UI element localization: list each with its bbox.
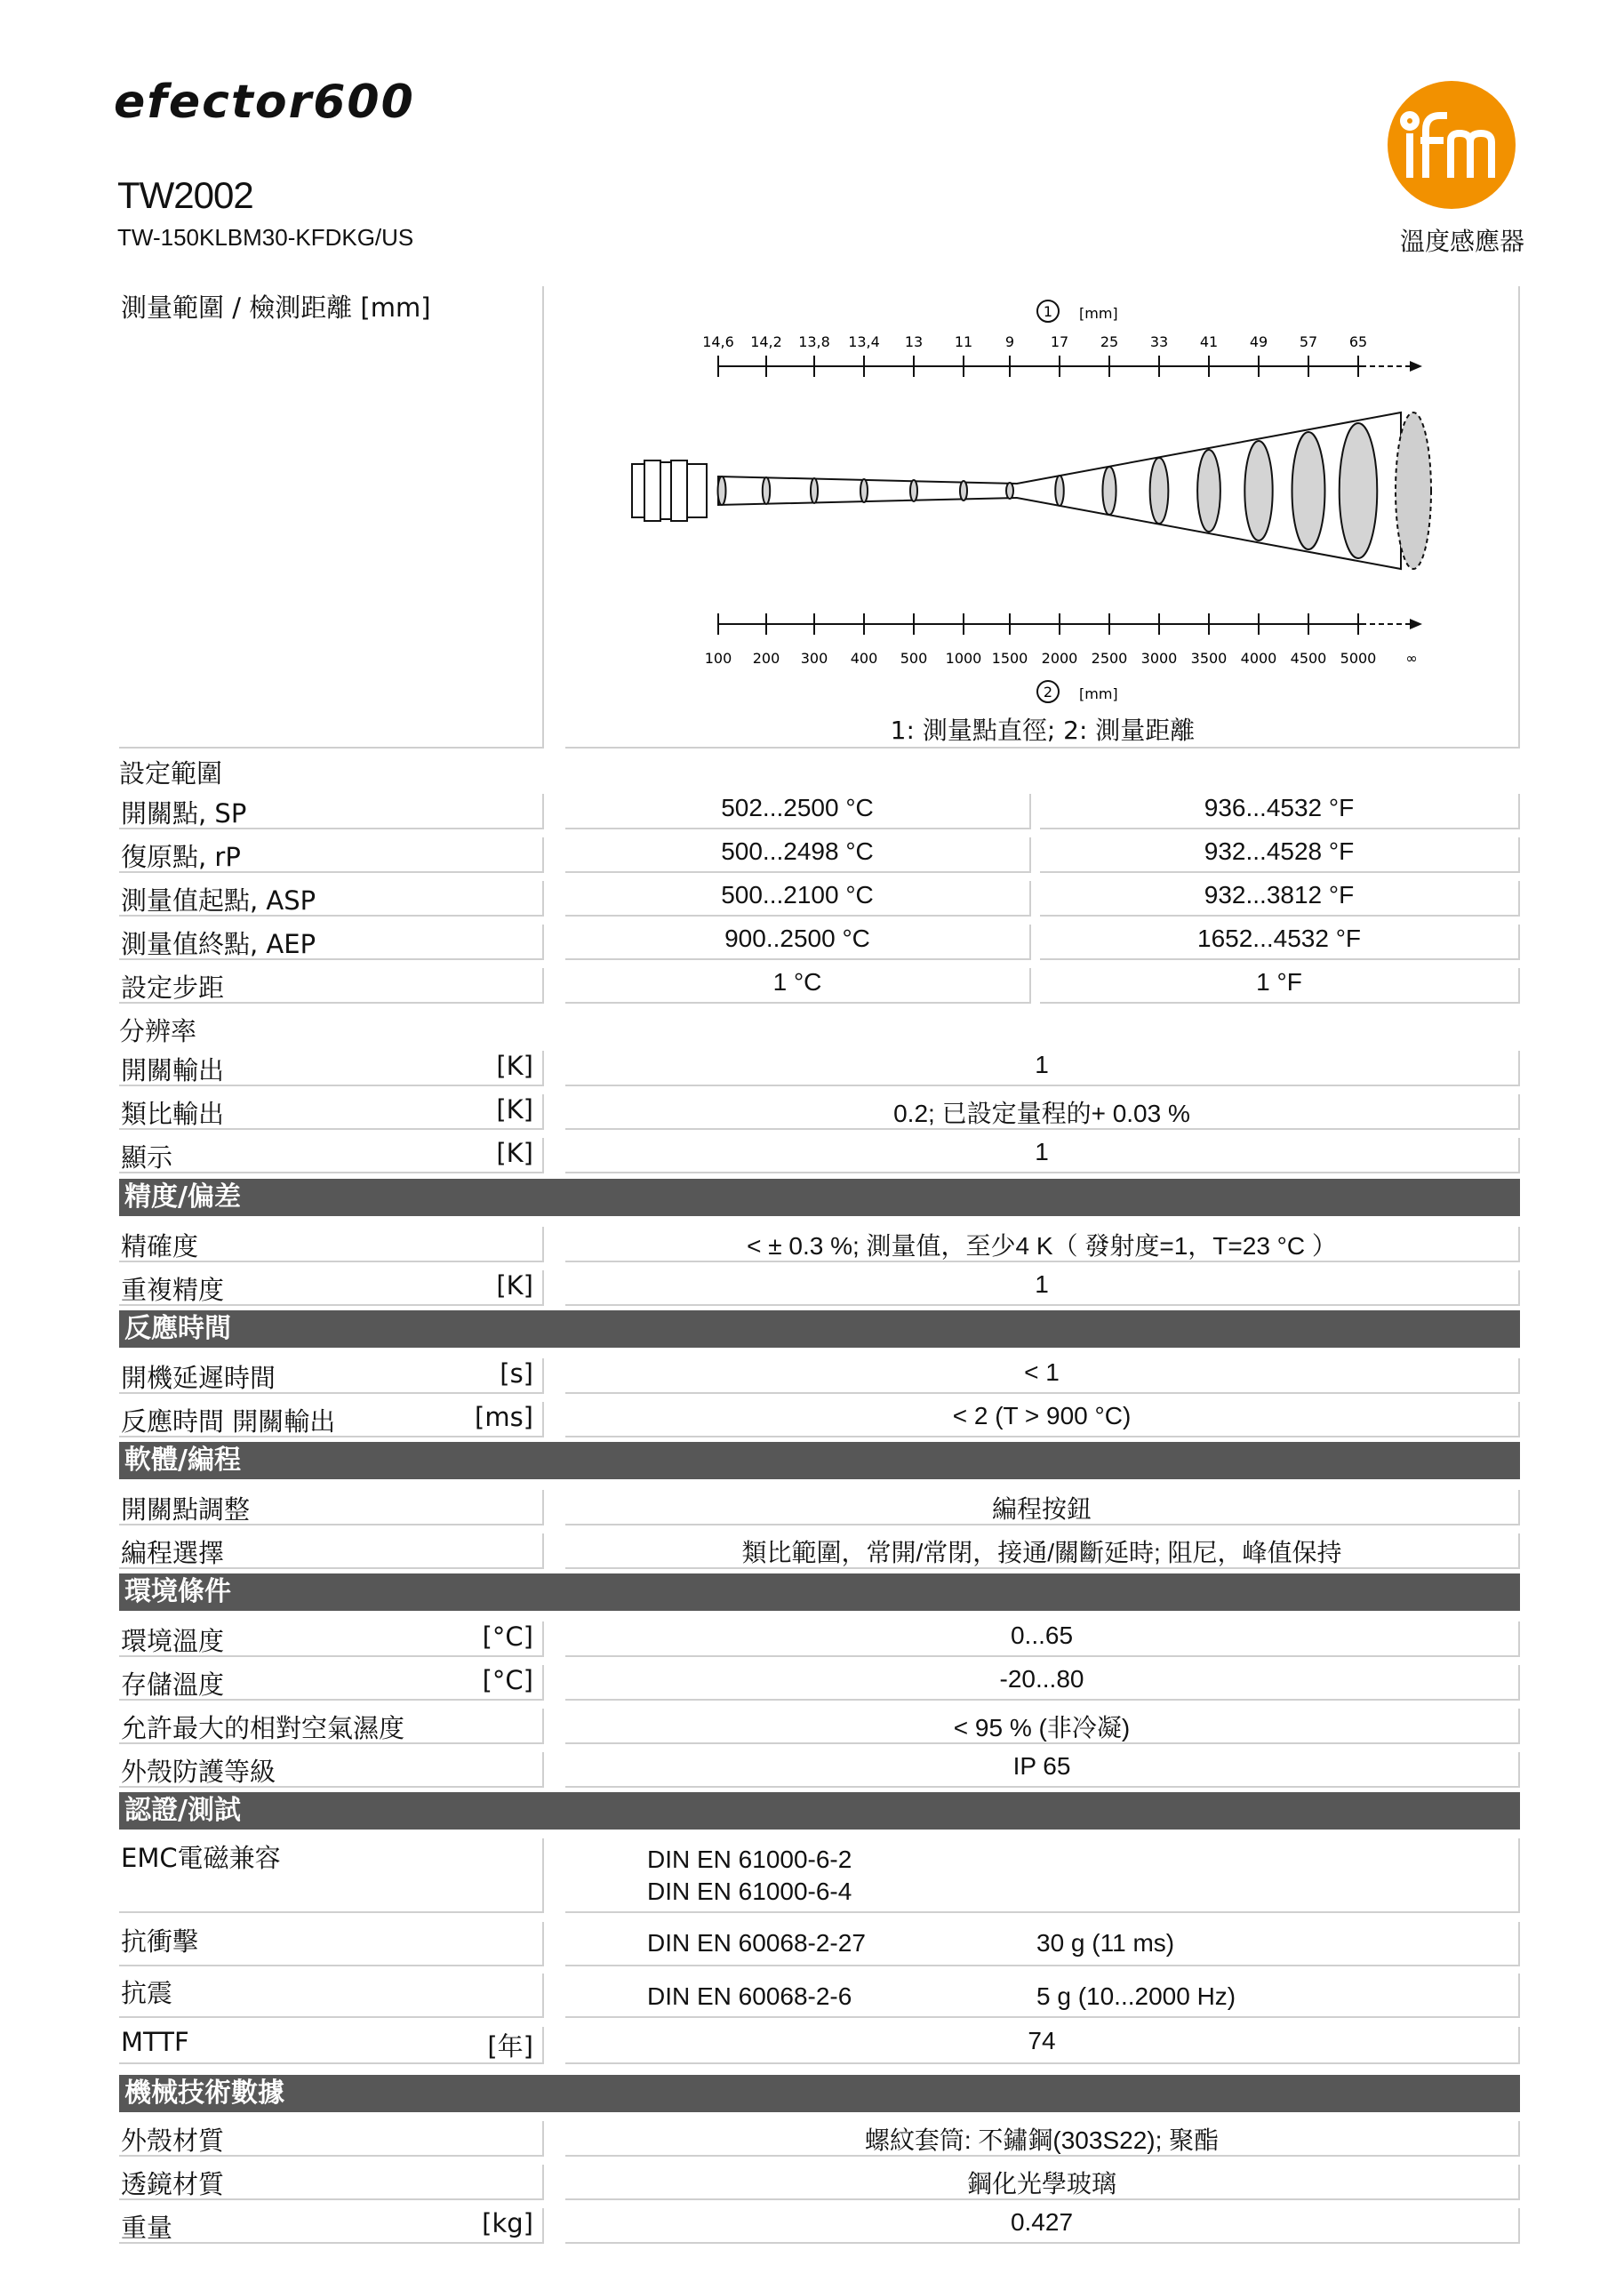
spot-ellipse [1244,441,1272,540]
section-software: 軟體/編程 [119,1442,1520,1479]
resolution-row-2-value: 1 [565,1138,1520,1173]
mttf-label: MTTF [年] [119,2027,544,2064]
software-row-1-label: 編程選擇 [119,1533,544,1569]
setting-row-3-fahrenheit: 1652...4532 °F [1040,925,1520,960]
spot-diameter-label: 33 [1149,333,1169,350]
spot-diameter-label: 25 [1100,333,1119,350]
section-environment: 環境條件 [119,1573,1520,1611]
spot-ellipse [1150,458,1169,524]
mechanical-row-2-label: 重量 [kg] [119,2208,544,2244]
sensor-body-icon [632,460,707,521]
unit-bottom: [mm] [1079,685,1118,702]
mttf-unit: [年] [487,2031,533,2062]
distance-label: 3500 [1190,650,1228,667]
environment-row-2-value: < 95 % (非冷凝) [565,1709,1520,1744]
setting-row-2-celsius: 500...2100 °C [565,881,1031,917]
spot-ellipse [860,479,868,502]
accuracy-row-0-label: 精確度 [119,1227,544,1262]
spot-diameter-label: 13,4 [848,333,880,350]
spot-diameter-label: 65 [1348,333,1368,350]
response-row-0-value: < 1 [565,1358,1520,1394]
diagram-caption: 1: 測量點直徑; 2: 測量距離 [890,716,1196,745]
setting-row-1-label: 復原點, rP [119,837,544,873]
spot-diameter-label: 13,8 [798,333,830,350]
resolution-row-2-label: 顯示 [K] [119,1138,544,1173]
product-code: TW2002 [117,174,253,216]
environment-row-0-unit: [°C] [482,1621,533,1652]
setting-range-title: 設定範圍 [119,758,223,789]
resolution-row-0-label: 開關輸出 [K] [119,1051,544,1086]
range-diagram-label-cell [119,286,544,749]
resolution-row-1-unit: [K] [496,1094,533,1125]
spot-ellipse [811,478,818,503]
unit-top: [mm] [1079,305,1118,322]
mechanical-row-2-unit: [kg] [482,2208,533,2238]
product-type: 溫度感應器 [1399,227,1524,256]
setting-row-1-celsius: 500...2498 °C [565,837,1031,873]
distance-label: 300 [800,650,828,667]
mechanical-row-2-value: 0.427 [565,2208,1520,2244]
spot-diameter-label: 41 [1199,333,1219,350]
distance-label: 500 [900,650,928,667]
vibration-label: 抗震 [119,1974,544,2018]
spot-diameter-label: 17 [1050,333,1069,350]
shock-label: 抗衝擊 [119,1922,544,1966]
setting-row-3-celsius: 900..2500 °C [565,925,1031,960]
spot-ellipse [718,476,726,505]
resolution-row-1-value: 0.2; 已設定量程的+ 0.03 % [565,1094,1520,1130]
vibration-value: 5 g (10...2000 Hz) [1036,1982,1236,2010]
distance-label: 4000 [1240,650,1277,667]
ifm-logo-icon [1385,78,1518,212]
shock-value: 30 g (11 ms) [1036,1929,1175,1957]
distance-label: 2000 [1041,650,1078,667]
distance-label: 1500 [991,650,1028,667]
distance-label: 200 [752,650,780,667]
shock-standard: DIN EN 60068-2-27 [647,1929,866,1957]
emc-standard-2: DIN EN 61000-6-4 [647,1878,852,1905]
brand-logo-text: efector600 [114,78,415,123]
range-diagram [565,286,1520,713]
accuracy-row-1-unit: [K] [496,1270,533,1301]
environment-row-1-unit: [°C] [482,1665,533,1695]
vibration-standard: DIN EN 60068-2-6 [647,1982,852,2010]
mechanical-row-1-value: 鋼化光學玻璃 [565,2165,1520,2200]
response-row-1-unit: [ms] [475,1402,533,1432]
marker-2-text: 2 [1043,684,1053,701]
software-row-0-value: 編程按鈕 [565,1490,1520,1525]
top-axis-arrow [1410,361,1422,372]
spot-ellipse [960,481,967,500]
distance-label: ∞ [1405,650,1418,667]
environment-row-0-value: 0...65 [565,1621,1520,1657]
distance-label: 100 [704,650,732,667]
environment-row-3-value: IP 65 [565,1752,1520,1788]
range-diagram-cell [565,286,1520,749]
resolution-row-2-unit: [K] [496,1138,533,1168]
emc-label: EMC電磁兼容 [119,1838,544,1913]
spot-diameter-label: 57 [1299,333,1318,350]
section-accuracy: 精度/偏差 [119,1179,1520,1216]
spot-diameter-label: 13 [904,333,924,350]
spot-ellipse [1055,476,1064,506]
distance-label: 2500 [1091,650,1128,667]
distance-label: 5000 [1340,650,1377,667]
setting-row-3-label: 測量值終點, AEP [119,925,544,960]
response-row-0-unit: [s] [500,1358,533,1389]
distance-label: 3000 [1140,650,1178,667]
response-row-1-label: 反應時間 開關輸出 [ms] [119,1402,544,1437]
mechanical-row-0-label: 外殼材質 [119,2121,544,2157]
environment-row-1-value: -20...80 [565,1665,1520,1701]
section-response: 反應時間 [119,1310,1520,1348]
setting-row-0-celsius: 502...2500 °C [565,794,1031,829]
response-row-0-label: 開機延遲時間 [s] [119,1358,544,1394]
distance-label: 4500 [1290,650,1327,667]
environment-row-2-label: 允許最大的相對空氣濕度 [119,1709,544,1744]
distance-label: 400 [850,650,878,667]
spot-ellipse [763,477,770,504]
product-name: TW-150KLBM30-KFDKG/US [117,224,414,251]
spot-diameter-label: 11 [954,333,973,350]
accuracy-row-1-value: 1 [565,1270,1520,1306]
accuracy-row-0-value: < ± 0.3 %; 測量值，至少4 K（ 發射度=1，T=23 °C ） [565,1227,1520,1262]
setting-row-0-label: 開關點, SP [119,794,544,829]
spot-ellipse [1102,467,1116,515]
spot-ellipse [1340,423,1378,558]
setting-row-4-celsius: 1 °C [565,968,1031,1004]
setting-row-4-fahrenheit: 1 °F [1040,968,1520,1004]
mechanical-row-1-label: 透鏡材質 [119,2165,544,2200]
software-row-0-label: 開關點調整 [119,1490,544,1525]
bottom-axis-arrow [1410,619,1422,629]
spot-diameter-label: 14,2 [750,333,782,350]
efector600-logo [114,78,496,123]
distance-label: 1000 [945,650,982,667]
mttf-value: 74 [565,2027,1520,2064]
spot-ellipse-infinity [1396,412,1431,569]
mechanical-row-0-value: 螺紋套筒: 不鏽鋼(303S22); 聚酯 [565,2121,1520,2157]
resolution-row-0-value: 1 [565,1051,1520,1086]
setting-row-0-fahrenheit: 936...4532 °F [1040,794,1520,829]
accuracy-row-1-label: 重複精度 [K] [119,1270,544,1306]
spot-ellipse [1197,450,1220,532]
spot-ellipse [910,480,917,501]
spot-ellipse [1292,432,1325,549]
setting-row-2-label: 測量值起點, ASP [119,881,544,917]
environment-row-0-label: 環境溫度 [°C] [119,1621,544,1657]
environment-row-1-label: 存儲溫度 [°C] [119,1665,544,1701]
range-diagram-label: 測量範圍 / 檢測距離 [mm] [121,292,431,323]
resolution-row-1-label: 類比輸出 [K] [119,1094,544,1130]
setting-row-1-fahrenheit: 932...4528 °F [1040,837,1520,873]
section-mechanical: 機械技術數據 [119,2075,1520,2112]
spot-diameter-label: 14,6 [702,333,734,350]
resolution-title: 分辨率 [119,1016,197,1046]
environment-row-3-label: 外殼防護等級 [119,1752,544,1788]
spot-diameter-label: 49 [1249,333,1268,350]
software-row-1-value: 類比範圍，常開/常閉，接通/關斷延時; 阻尼，峰值保持 [565,1533,1520,1569]
marker-1-text: 1 [1043,303,1053,320]
emc-standard-1: DIN EN 61000-6-2 [647,1846,852,1873]
response-row-1-value: < 2 (T > 900 °C) [565,1402,1520,1437]
setting-row-2-fahrenheit: 932...3812 °F [1040,881,1520,917]
spot-diameter-label: 9 [1004,333,1015,350]
section-tests: 認證/測試 [119,1792,1520,1830]
spot-ellipse [1006,483,1013,499]
resolution-row-0-unit: [K] [496,1051,533,1081]
setting-row-4-label: 設定步距 [119,968,544,1004]
